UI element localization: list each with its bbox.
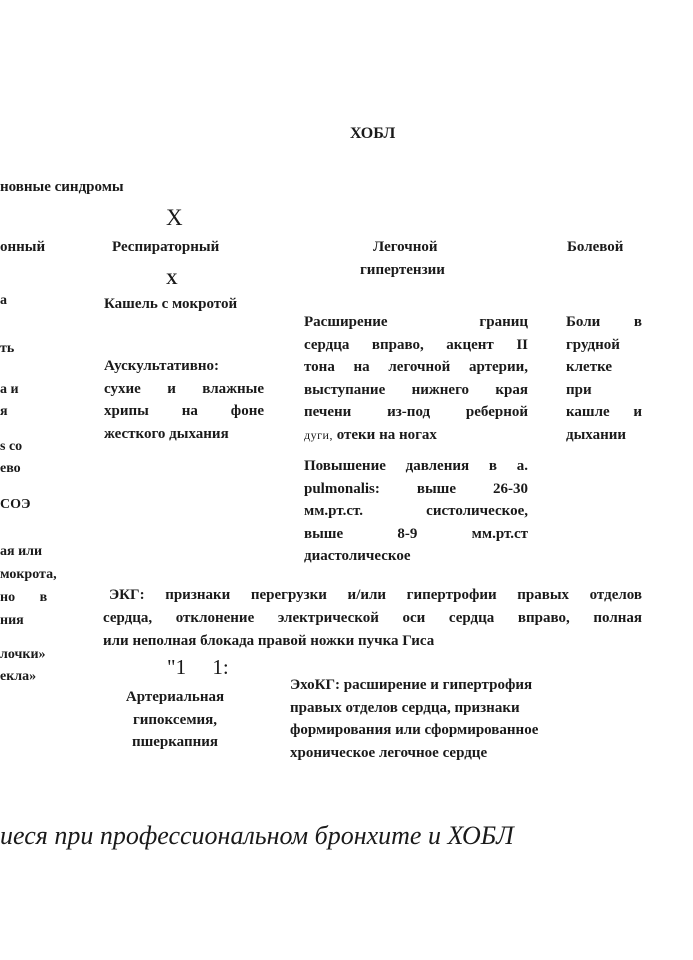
left-fragment: s со (0, 439, 23, 454)
left-fragment: лочки» (0, 647, 46, 662)
respiratory-auscultation: Аускультативно: сухие и влажные хрипы на фоне жесткого дыхания (104, 358, 264, 442)
left-fragment: мокрота, (0, 567, 57, 582)
pulmonary-hypertension-header-line1: Легочной (373, 239, 438, 255)
left-fragment: ая или (0, 544, 43, 559)
main-syndromes-heading: новные синдромы (0, 179, 124, 195)
dugi-word: дуги, (304, 427, 333, 442)
left-fragment: ево (0, 461, 21, 476)
left-fragment: екла» (0, 669, 37, 684)
left-fragment: ния (0, 613, 24, 628)
pulmonary-pressure: Повышение давления в а. pulmonalis: выше 26-30 мм.рт.ст. систолическое, выше 8-9 мм.рт.ст диастолическое (304, 458, 528, 565)
top-x-mark: Х (166, 205, 183, 230)
left-column-header: онный (0, 239, 46, 255)
left-fragment: но в (0, 590, 48, 605)
left-fragment: а (0, 293, 7, 308)
ecg-block: ЭКГ: признаки перегрузки и/или гипертрофии правых отделов сердца, отклонение электрической оси сердца вправо, полная или неполная блокада правой ножки пучка Гиса (103, 587, 642, 649)
left-fragment: я (0, 404, 8, 419)
respiratory-cough: Кашель с мокротой (104, 296, 238, 312)
pain-description: Боли в грудной клетке при кашле и дыхании (566, 314, 642, 443)
pain-header: Болевой (567, 239, 624, 255)
page-title: ХОБЛ (350, 125, 396, 142)
hypoxemia-block: Артериальная гипоксемия, пшеркапния (125, 689, 225, 751)
pulmonary-hypertension-signs: Расширение границ сердца вправо, акцент II тона на легочной артерии, выступание нижнего края печени из-под реберной дуги, отеки на ногах (304, 314, 528, 443)
left-fragment: а и (0, 382, 19, 397)
figure-caption: иеся при профессиональном бронхите и ХОБЛ (0, 821, 514, 850)
left-fragment: ть (0, 341, 15, 356)
respiratory-header: Респираторный (112, 239, 220, 255)
respiratory-x-mark: Х (166, 271, 178, 288)
pulmonary-hypertension-header-line2: гипертензии (360, 262, 445, 278)
stray-marks: "1 1: (167, 655, 229, 679)
left-fragment: СОЭ (0, 497, 31, 512)
echocg-block: ЭхоКГ: расширение и гипертрофия правых отделов сердца, признаки формирования или сформированное хроническое легочное сердце (290, 677, 539, 761)
